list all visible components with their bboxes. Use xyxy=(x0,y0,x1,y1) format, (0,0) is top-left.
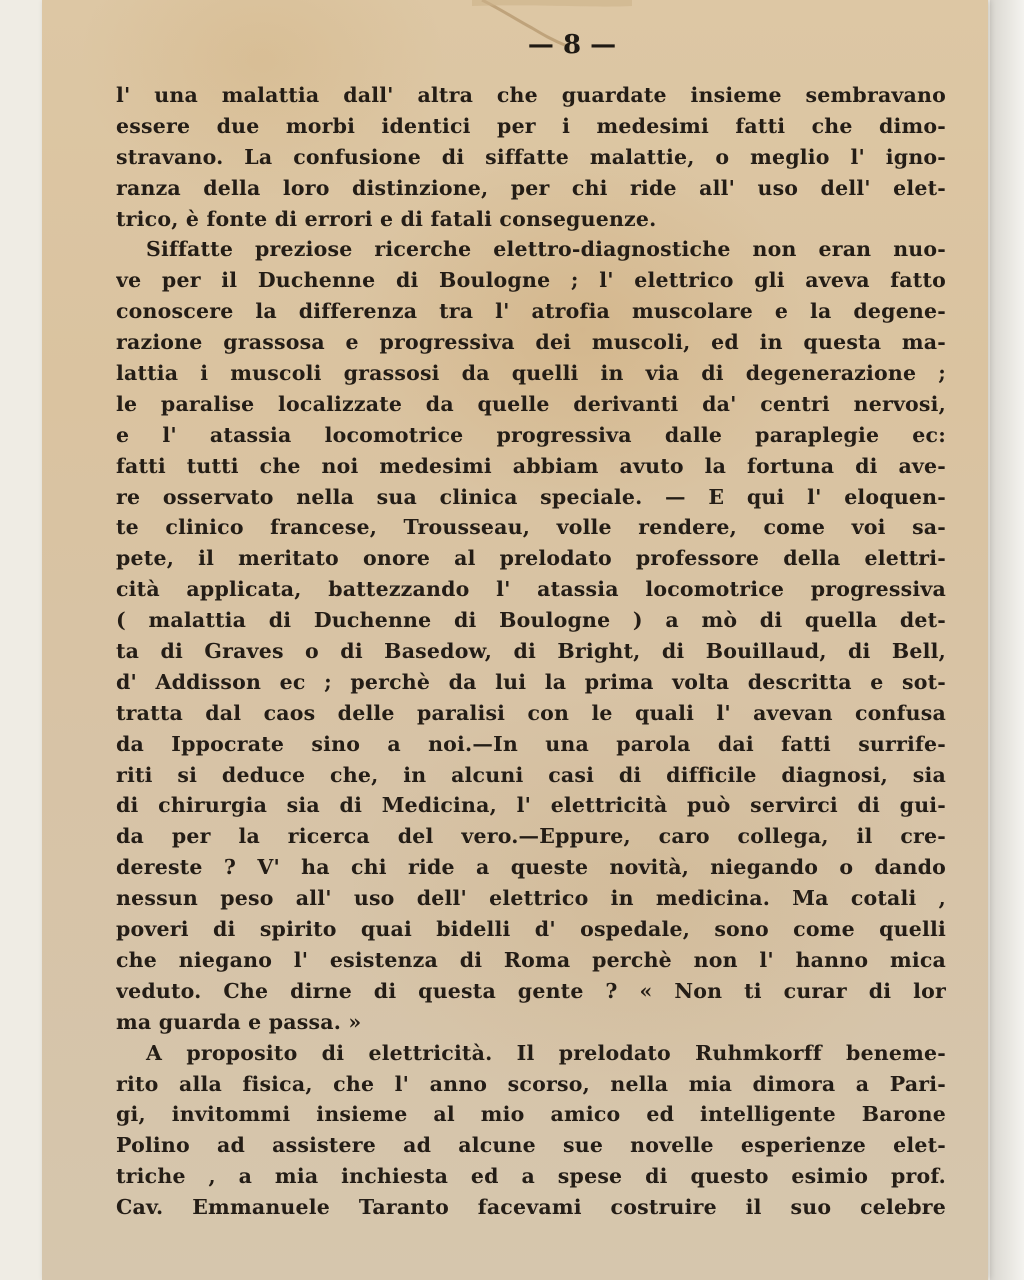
text-line: da Ippocrate sino a noi.—In una parola dai fatti surrife- xyxy=(116,731,946,756)
text-line: dereste ? V' ha chi ride a queste novità, niegando o dando xyxy=(116,855,946,880)
text-line: Cav. Emmanuele Taranto facevami costruire il suo celebre xyxy=(116,1195,946,1220)
text-line: Polino ad assistere ad alcune sue novelle esperienze elet- xyxy=(116,1133,946,1158)
text-line: cità applicata, battezzando l' atassia locomotrice progressiva xyxy=(116,577,946,602)
text-line: rito alla fisica, che l' anno scorso, nella mia dimora a Pari- xyxy=(116,1071,946,1096)
text-line: gi, invitommi insieme al mio amico ed intelligente Barone xyxy=(116,1102,946,1127)
text-line: poveri di spirito quai bidelli d' ospedale, sono come quelli xyxy=(116,917,946,942)
text-line: tratta dal caos delle paralisi con le quali l' avevan confusa xyxy=(116,700,946,725)
text-line: che niegano l' esistenza di Roma perchè non l' hanno mica xyxy=(116,947,946,972)
text-line: A proposito di elettricità. Il prelodato Ruhmkorff beneme- xyxy=(146,1040,946,1065)
text-line: te clinico francese, Trousseau, volle rendere, come voi sa- xyxy=(116,515,946,540)
text-line: e l' atassia locomotrice progressiva dalle paraplegie ec: xyxy=(116,422,946,447)
text-line: l' una malattia dall' altra che guardate insieme sembravano xyxy=(116,83,946,107)
text-line: d' Addisson ec ; perchè da lui la prima volta descritta e sot- xyxy=(116,669,946,694)
text-line: riti si deduce che, in alcuni casi di difficile diagnosi, sia xyxy=(116,762,946,787)
text-line: le paralise localizzate da quelle derivanti da' centri nervosi, xyxy=(116,391,946,416)
text-line: stravano. La confusione di siffatte malattie, o meglio l' igno- xyxy=(116,144,946,169)
page-number: — 8 — xyxy=(527,30,617,60)
page-body-text xyxy=(116,80,946,1223)
book-page xyxy=(42,0,988,1280)
text-line: ta di Graves o di Basedow, di Bright, di Bouillaud, di Bell, xyxy=(116,639,946,664)
text-line: triche , a mia inchiesta ed a spese di questo esimio prof. xyxy=(116,1164,946,1189)
text-line: fatti tutti che noi medesimi abbiam avuto la fortuna di ave- xyxy=(116,453,946,478)
scan-background xyxy=(990,0,1024,1280)
text-line: pete, il meritato onore al prelodato professore della elettri- xyxy=(116,546,946,571)
text-line: ranza della loro distinzione, per chi ride all' uso dell' elet- xyxy=(116,175,946,200)
text-line: conoscere la differenza tra l' atrofia muscolare e la degene- xyxy=(116,299,946,324)
text-line: nessun peso all' uso dell' elettrico in medicina. Ma cotali , xyxy=(116,886,946,911)
text-line: veduto. Che dirne di questa gente ? « Non ti curar di lor xyxy=(116,978,946,1003)
text-line: di chirurgia sia di Medicina, l' elettricità può servirci di gui- xyxy=(116,793,946,818)
text-line: razione grassosa e progressiva dei muscoli, ed in questa ma- xyxy=(116,330,946,355)
text-line: essere due morbi identici per i medesimi fatti che dimo- xyxy=(116,113,946,138)
text-line: da per la ricerca del vero.—Eppure, caro collega, il cre- xyxy=(116,824,946,849)
text-line: re osservato nella sua clinica speciale. — E qui l' eloquen- xyxy=(116,484,946,509)
text-line: Siffatte preziose ricerche elettro-diagnostiche non eran nuo- xyxy=(146,237,946,262)
text-line: ( malattia di Duchenne di Boulogne ) a mò di quella det- xyxy=(116,608,946,633)
text-line: ve per il Duchenne di Boulogne ; l' elettrico gli aveva fatto xyxy=(116,268,946,293)
text-line: trico, è fonte di errori e di fatali conseguenze. xyxy=(116,206,657,231)
text-line: lattia i muscoli grassosi da quelli in via di degenerazione ; xyxy=(116,361,946,386)
text-line: ma guarda e passa. » xyxy=(116,1009,362,1034)
